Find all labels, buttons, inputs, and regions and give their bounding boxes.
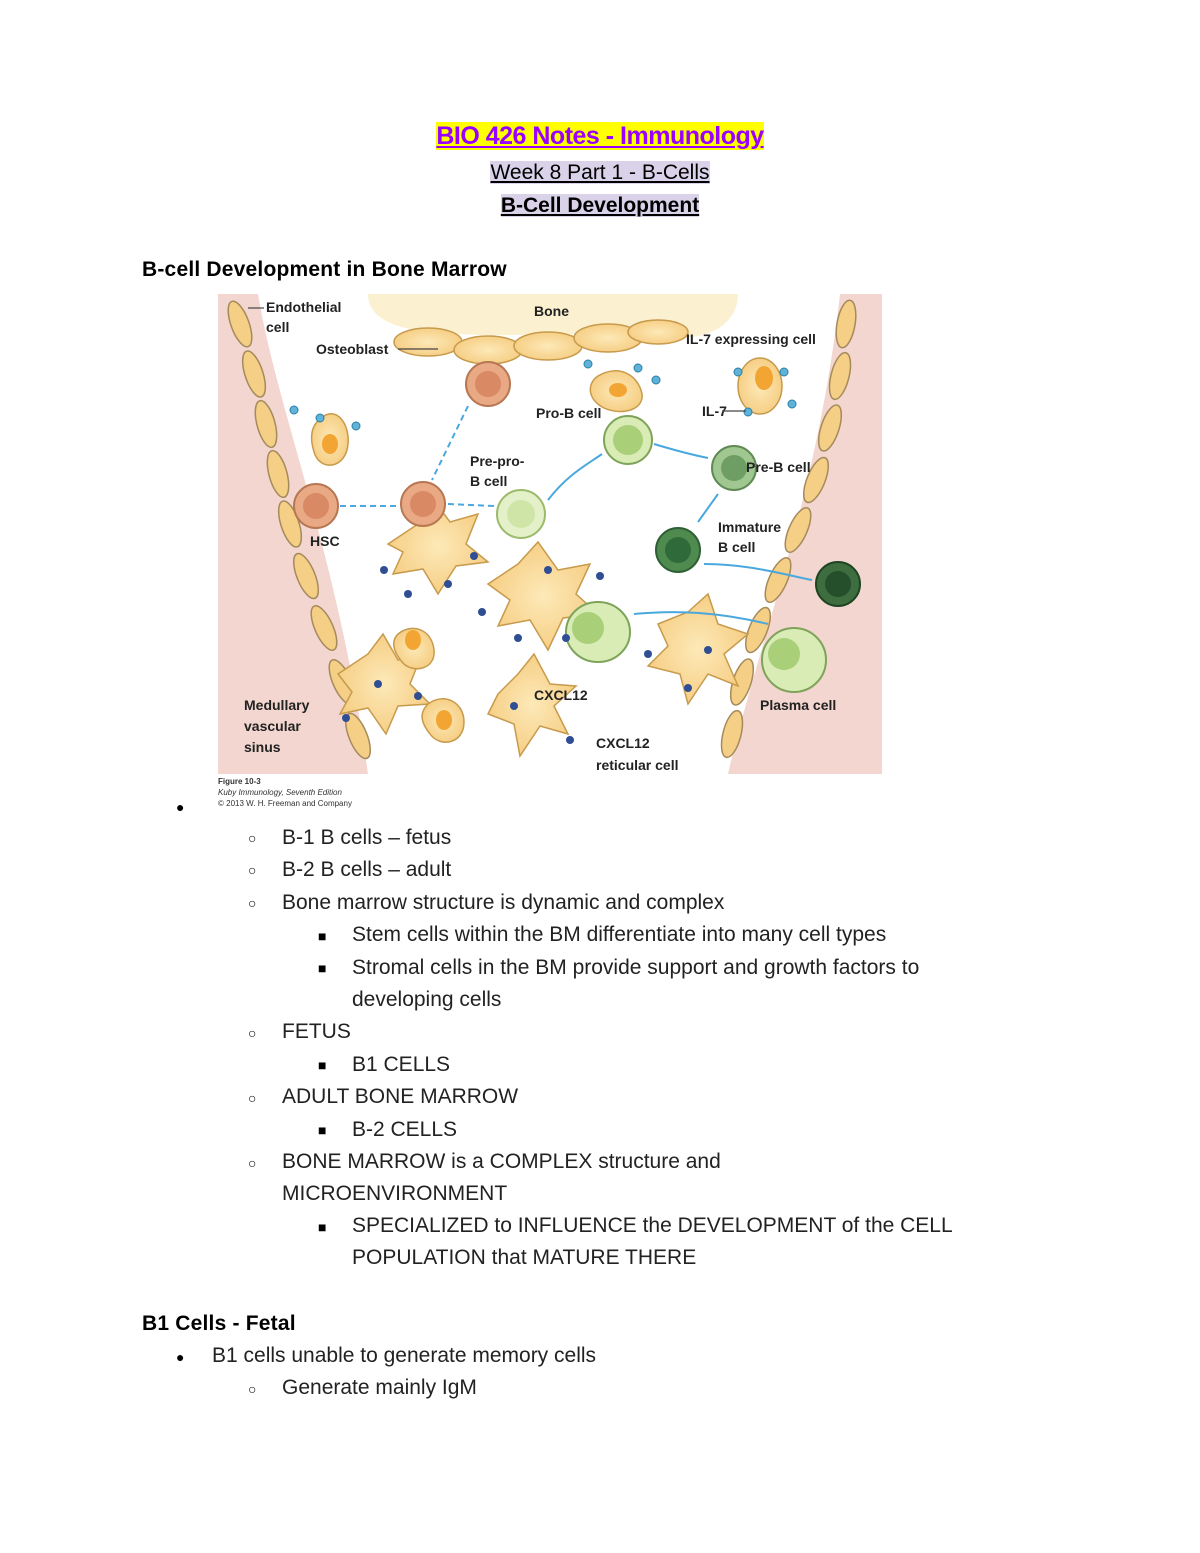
bullet-circle: ○ — [248, 1090, 257, 1106]
bullet-circle: ○ — [248, 1025, 257, 1041]
list-item: B-1 B cells – fetus — [282, 826, 452, 849]
bullet-square: ■ — [318, 1219, 327, 1235]
doc-topic: B-Cell Development — [500, 194, 700, 217]
list-item: BONE MARROW is a COMPLEX structure and — [282, 1150, 721, 1173]
figlabel-medullary: Medullary — [244, 697, 310, 713]
figlabel-pro-b: Pro-B cell — [536, 405, 602, 421]
figlabel-endothelial-cell: cell — [266, 319, 290, 335]
figlabel-sinus: sinus — [244, 739, 281, 755]
figure-caption-copyright: © 2013 W. H. Freeman and Company — [218, 799, 352, 808]
list-item: B-2 B cells – adult — [282, 858, 452, 881]
list-item: Generate mainly IgM — [282, 1376, 477, 1399]
bullet-square: ■ — [318, 1057, 327, 1073]
figlabel-cxcl12-reticular: CXCL12 — [596, 735, 650, 751]
list-item: B-2 CELLS — [352, 1118, 458, 1141]
bullet-disc: ● — [176, 1349, 185, 1365]
list-item: Bone marrow structure is dynamic and complex — [282, 891, 725, 914]
figlabel-il7: IL-7 — [702, 403, 727, 419]
bone-marrow-figure — [218, 294, 882, 774]
figlabel-il7-expressing: IL-7 expressing cell — [686, 331, 816, 347]
figlabel-immature: Immature — [718, 519, 782, 535]
figlabel-immature-b: B cell — [718, 539, 756, 555]
list-item-continuation: developing cells — [352, 988, 502, 1011]
figlabel-pre-b: Pre-B cell — [746, 459, 811, 475]
figlabel-bone: Bone — [534, 303, 569, 319]
bullet-square: ■ — [318, 1122, 327, 1138]
list-item-continuation: MICROENVIRONMENT — [282, 1182, 508, 1205]
list-item: B1 CELLS — [352, 1053, 451, 1076]
doc-title: BIO 426 Notes - Immunology — [436, 122, 764, 150]
figlabel-osteoblast: Osteoblast — [316, 341, 389, 357]
figlabel-endothelial: Endothelial — [266, 299, 342, 315]
list-item: Stem cells within the BM differentiate into many cell types — [352, 923, 887, 946]
bullet-square: ■ — [318, 928, 327, 944]
list-item: Stromal cells in the BM provide support and growth factors to — [352, 956, 920, 979]
list-item: FETUS — [282, 1020, 351, 1043]
figlabel-hsc: HSC — [310, 533, 340, 549]
bullet-square: ■ — [318, 960, 327, 976]
list-item: SPECIALIZED to INFLUENCE the DEVELOPMENT of the CELL — [352, 1214, 953, 1237]
bullet-disc: ● — [176, 799, 185, 815]
doc-subtitle: Week 8 Part 1 - B-Cells — [490, 161, 710, 184]
section-heading-bone-marrow: B-cell Development in Bone Marrow — [142, 258, 507, 281]
bullet-circle: ○ — [248, 862, 257, 878]
figlabel-pre-pro-b-cell: B cell — [470, 473, 508, 489]
list-item: ADULT BONE MARROW — [282, 1085, 519, 1108]
figlabel-reticular-cell: reticular cell — [596, 757, 679, 773]
bullet-circle: ○ — [248, 1381, 257, 1397]
figure-caption-number: Figure 10-3 — [218, 777, 261, 786]
figlabel-cxcl12: CXCL12 — [534, 687, 588, 703]
bullet-circle: ○ — [248, 830, 257, 846]
figlabel-vascular: vascular — [244, 718, 301, 734]
figlabel-plasma: Plasma cell — [760, 697, 837, 713]
bullet-circle: ○ — [248, 1155, 257, 1171]
figure-caption-book: Kuby Immunology, Seventh Edition — [218, 788, 342, 797]
section-heading-b1-cells: B1 Cells - Fetal — [142, 1312, 296, 1335]
bullet-circle: ○ — [248, 895, 257, 911]
list-item-continuation: POPULATION that MATURE THERE — [352, 1246, 697, 1269]
list-item: B1 cells unable to generate memory cells — [212, 1344, 597, 1367]
figlabel-pre-pro: Pre-pro- — [470, 453, 525, 469]
